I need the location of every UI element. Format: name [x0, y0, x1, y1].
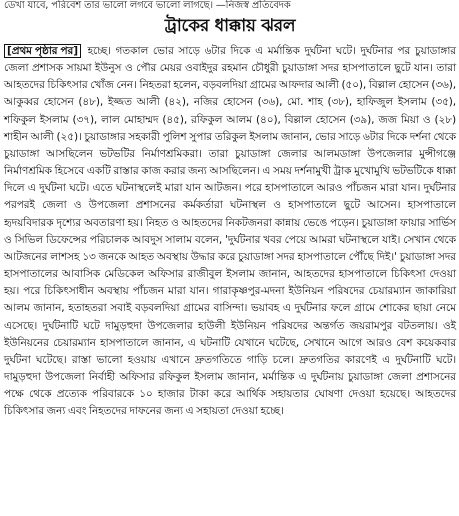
headline-part-1: ট্রাকের: [164, 16, 209, 36]
headline-part-2: ধাক্কায়: [214, 16, 256, 36]
headline-container: [4, 14, 456, 40]
article-body: [4, 43, 456, 420]
previous-article-last-line: ডেখা যাবে, পরিবেশ তার ভালো লগবে ভালো লাগছে। —নিজস্ব প্রতিবেদক: [4, 0, 291, 11]
headline-part-3: ঝরল: [261, 16, 296, 36]
article-text: হচ্ছে। গতকাল ভোর সাড়ে ৬টার দিকে এ মর্মান্তিক দুর্ঘটনা ঘটে। দুর্ঘটনার পর চুয়াডাঙ্গার জেলা প্রশাসক সায়মা ইউনুস ও পৌর মেয়র ওবাইদুর রহমান চৌধুরী চুয়াডাঙ্গা সদর হাসপাতালে ছুটে যান। তারা আহতদের চিকিৎসার খোঁজ নেন। নিহতরা হলেন, বড়বলদিয়া গ্রামের আফদার আলী (৫০), বিল্লাল হোসেন (৩৬), আকুব্বর হোসেন (৪৮), ইজ্জত আলী (৪২), নজির হোসেন (৩৬), মো. শাহ (৩৮), হাফিজুল ইসলাম (৩৫), শফিকুল ইসলাম (৩৭), লাল মোহাম্মদ (৪৫), রফিকুল আলম (৪০), বিল্লাল হোসেন (৩৯), জজ মিয়া ও (২৮) শাহীন আলী (২৫)। চুয়াডাঙ্গার সহকারী পুলিশ সুপার তরিকুল ইসলাম জানান, ভোর সাড়ে ৬টার দিকে দর্শনা থেকে চুয়াডাঙ্গা আসছিলেন ভটভটির নির্মাণশ্রমিকরা। তারা চুয়াডাঙ্গা জেলার আলমডাঙ্গা উপজেলার মুন্সীগঞ্জে নির্মাণশ্রমিক হিসেবে একটি রাস্তার কাজ করার জন্য আসছিলেন। এ সময় দর্শনামুখী ট্রাক মুখোমুখি ভটভটিকে ধাক্কা দিলে এ দুর্ঘটনা ঘটে। এতে ঘটনাস্থলেই মারা যান আটজন। পরে হাসপাতালে আরও পাঁচজন মারা যান। দুর্ঘটনার পরপরই জেলা ও উপজেলা প্রশাসনের কর্মকর্তারা ঘটনাস্থল ও হাসপাতালে ছুটে আসেন। হাসপাতালে হৃদয়বিদারক দৃশ্যের অবতারণা হয়। নিহত ও আহতদের নিকটজনরা কান্নায় ভেঙে পড়েন। চুয়াডাঙ্গা ফায়ার সার্ভিস ও সিভিল ডিফেন্সের পরিচালক আবদুস সালাম বলেন, 'দুর্ঘটনার খবর পেয়ে আমরা ঘটনাস্থলে যাই। সেখান থেকে আটজনের লাশসহ ১৩ জনকে আহত অবস্থায় উদ্ধার করে চুয়াডাঙ্গা সদর হাসপাতালে পৌঁছে দিই।' চুয়াডাঙ্গা সদর হাসপাতালের আবাসিক মেডিকেল অফিসার রাজীবুল ইসলাম জানান, আহতদের হাসপাতালে চিকিৎসা দেওয়া হয়। পরে চিকিৎসাধীন অবস্থায় পাঁচজন মারা যান। গারাকৃষ্ণপুর-মদনা ইউনিয়ন পরিষদের চেয়ারম্যান জাকারিয়া আলম জানান, হতাহতরা সবাই বড়বলদিয়া গ্রামের বাসিন্দা। ভয়াবহ এ দুর্ঘটনার ফলে গ্রামে শোকের ছায়া নেমে এসেছে। দুর্ঘটনাটি ঘটে দামুড়হুদা উপজেলার হাউলী ইউনিয়ন পরিষদের অন্তর্গত জয়রামপুর বটতলায়। ওই ইউনিয়নের চেয়ারম্যান হাসপাতালে জানান, এ ঘটনাটি যেখানে ঘটেছে, সেখানে আগে আরও বেশ কয়েকবার দুর্ঘটনা ঘটেছে। রাস্তা ভালো হওয়ায় এখানে দ্রুতগতিতে গাড়ি চলে। দ্রুতগতির কারণেই এ দুর্ঘটনাটি ঘটে। দামুড়হুদা উপজেলা নির্বাহী অফিসার রফিকুল ইসলাম জানান, মর্মান্তিক এ দুর্ঘটনায় চুয়াডাঙ্গা জেলা প্রশাসনের পক্ষে থেকে প্রত্যেক পরিবারকে ১০ হাজার টাকা করে আর্থিক সহায়তার ঘোষণা দেওয়া হয়েছে। আহতদের চিকিৎসার জন্য এবং নিহতদের দাফনের জন্য এ সহায়তা দেওয়া হচ্ছে।: [4, 45, 456, 418]
continued-from-front-page-label: [প্রথম পৃষ্ঠার পর]: [4, 44, 81, 58]
article-headline: [165, 14, 295, 38]
